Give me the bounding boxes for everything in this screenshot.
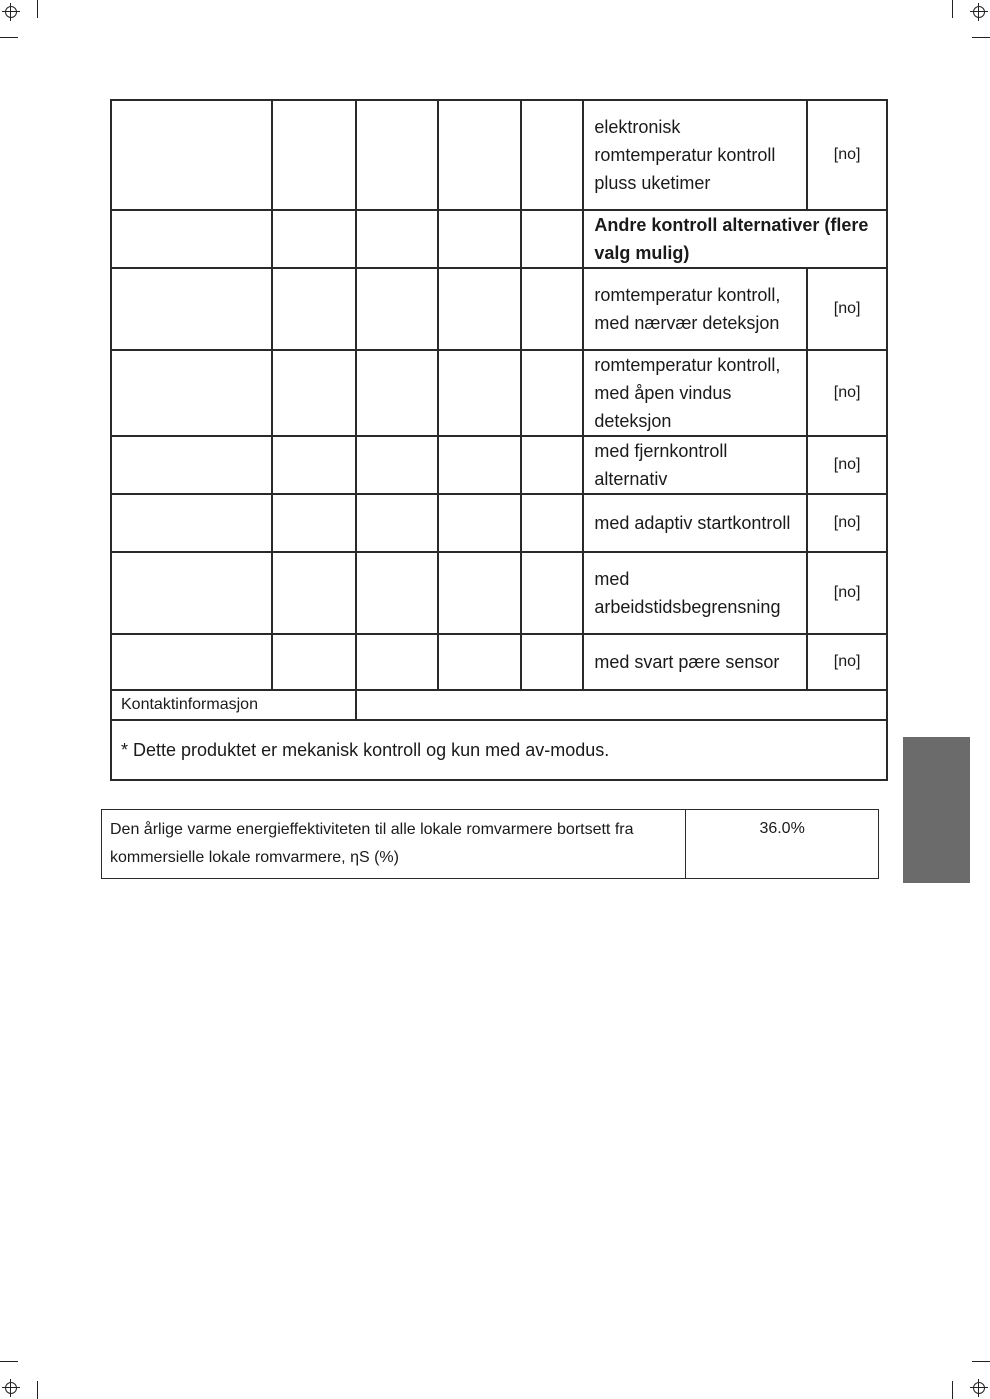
crop-mark bbox=[972, 1361, 990, 1362]
empty-cell bbox=[438, 436, 521, 494]
note-row bbox=[111, 720, 887, 780]
footnote: * Dette produktet er mekanisk kontroll og kun med av-modus. bbox=[111, 720, 887, 780]
empty-cell bbox=[521, 436, 584, 494]
empty-cell bbox=[356, 100, 438, 210]
table-row bbox=[111, 634, 887, 690]
efficiency-label: Den årlige varme energieffektiviteten til alle lokale romvarmere bortsett fra kommersielle lokale romvarmere, ηS (%) bbox=[102, 810, 686, 879]
empty-cell bbox=[272, 100, 357, 210]
empty-cell bbox=[356, 436, 438, 494]
control-option-value: [no] bbox=[807, 494, 887, 552]
empty-cell bbox=[356, 268, 438, 350]
empty-cell bbox=[111, 552, 272, 634]
control-options-table bbox=[110, 99, 888, 781]
empty-cell bbox=[438, 210, 521, 268]
empty-cell bbox=[356, 494, 438, 552]
empty-cell bbox=[111, 350, 272, 436]
empty-cell bbox=[111, 634, 272, 690]
contact-label: Kontaktinformasjon bbox=[111, 690, 356, 720]
registration-mark-top-right bbox=[970, 3, 988, 21]
control-option-value: [no] bbox=[807, 268, 887, 350]
empty-cell bbox=[356, 552, 438, 634]
crop-mark bbox=[952, 1381, 953, 1399]
empty-cell bbox=[272, 210, 357, 268]
empty-cell bbox=[272, 552, 357, 634]
empty-cell bbox=[272, 436, 357, 494]
empty-cell bbox=[356, 210, 438, 268]
empty-cell bbox=[438, 634, 521, 690]
empty-cell bbox=[272, 350, 357, 436]
empty-cell bbox=[438, 350, 521, 436]
table-row bbox=[111, 268, 887, 350]
control-option-value: [no] bbox=[807, 350, 887, 436]
crop-mark bbox=[0, 37, 18, 38]
empty-cell bbox=[521, 494, 584, 552]
empty-cell bbox=[272, 634, 357, 690]
control-option-value: [no] bbox=[807, 552, 887, 634]
empty-cell bbox=[111, 210, 272, 268]
crop-mark bbox=[972, 37, 990, 38]
table-row bbox=[111, 100, 887, 210]
control-option-label: elektronisk romtemperatur kontroll pluss uketimer bbox=[583, 100, 807, 210]
contact-row bbox=[111, 690, 887, 720]
efficiency-table bbox=[101, 809, 879, 879]
empty-cell bbox=[521, 210, 584, 268]
control-option-label: med adaptiv startkontroll bbox=[583, 494, 807, 552]
empty-cell bbox=[438, 100, 521, 210]
table-row bbox=[111, 552, 887, 634]
control-option-label: med arbeidstidsbegrensning bbox=[583, 552, 807, 634]
empty-cell bbox=[111, 100, 272, 210]
control-option-label: med fjernkontroll alternativ bbox=[583, 436, 807, 494]
empty-cell bbox=[521, 552, 584, 634]
control-option-value: [no] bbox=[807, 634, 887, 690]
registration-mark-top-left bbox=[2, 3, 20, 21]
control-option-value: [no] bbox=[807, 436, 887, 494]
empty-cell bbox=[111, 494, 272, 552]
contact-value bbox=[356, 690, 887, 720]
control-option-label: romtemperatur kontroll, med åpen vindus deteksjon bbox=[583, 350, 807, 436]
empty-cell bbox=[438, 268, 521, 350]
table-row bbox=[111, 494, 887, 552]
empty-cell bbox=[272, 268, 357, 350]
empty-cell bbox=[521, 100, 584, 210]
crop-mark bbox=[37, 0, 38, 18]
table-row bbox=[102, 810, 879, 879]
control-option-label: med svart pære sensor bbox=[583, 634, 807, 690]
efficiency-value: 36.0% bbox=[686, 810, 879, 879]
crop-mark bbox=[0, 1361, 18, 1362]
empty-cell bbox=[521, 634, 584, 690]
empty-cell bbox=[356, 634, 438, 690]
empty-cell bbox=[356, 350, 438, 436]
empty-cell bbox=[111, 268, 272, 350]
empty-cell bbox=[521, 350, 584, 436]
crop-mark bbox=[952, 0, 953, 18]
empty-cell bbox=[521, 268, 584, 350]
control-option-label: romtemperatur kontroll, med nærvær deteksjon bbox=[583, 268, 807, 350]
empty-cell bbox=[438, 494, 521, 552]
empty-cell bbox=[438, 552, 521, 634]
empty-cell bbox=[111, 436, 272, 494]
table-row bbox=[111, 210, 887, 268]
crop-mark bbox=[37, 1381, 38, 1399]
side-thumb-tab bbox=[903, 737, 970, 883]
registration-mark-bottom-left bbox=[2, 1379, 20, 1397]
table-row bbox=[111, 436, 887, 494]
empty-cell bbox=[272, 494, 357, 552]
table-row bbox=[111, 350, 887, 436]
control-option-value: [no] bbox=[807, 100, 887, 210]
section-heading: Andre kontroll alternativer (flere valg mulig) bbox=[583, 210, 887, 268]
registration-mark-bottom-right bbox=[970, 1379, 988, 1397]
